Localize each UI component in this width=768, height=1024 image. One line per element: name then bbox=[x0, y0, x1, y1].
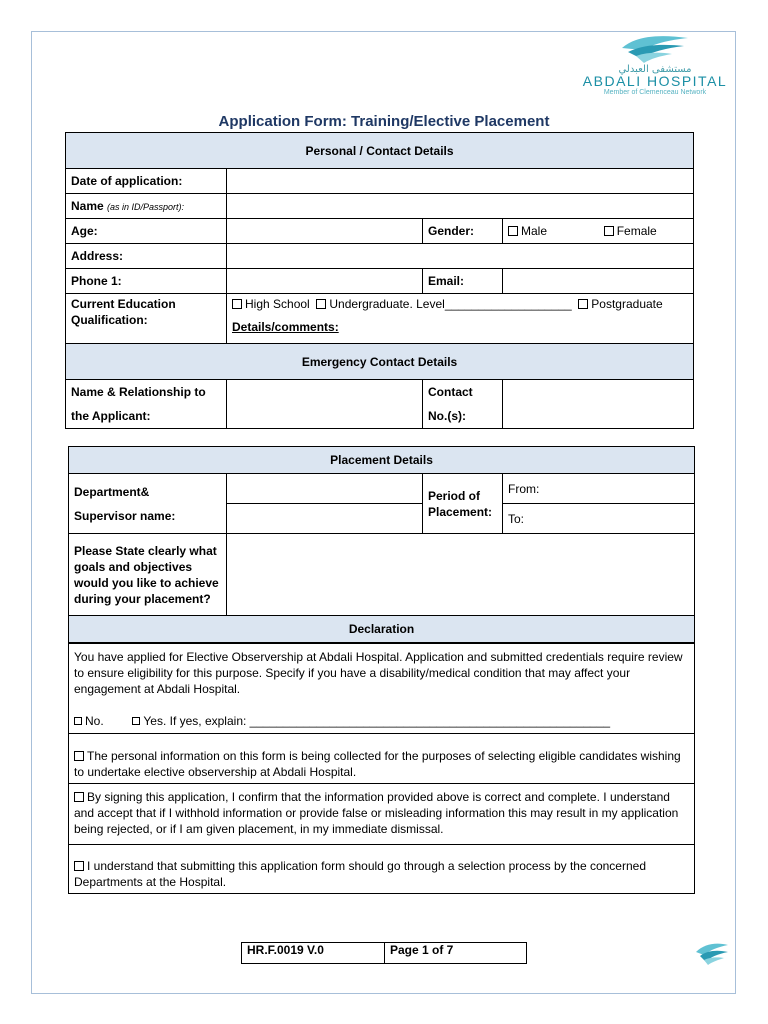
bird-logo-icon bbox=[618, 34, 690, 64]
declaration-intro-cell bbox=[69, 644, 695, 734]
no-label: No. bbox=[85, 714, 104, 728]
footer-code-box bbox=[241, 942, 527, 964]
date-of-application-field[interactable] bbox=[227, 169, 694, 194]
form-title: Application Form: Training/Elective Placement bbox=[218, 113, 550, 130]
personal-details-header: Personal / Contact Details bbox=[66, 133, 694, 169]
address-label: Address: bbox=[66, 244, 227, 269]
male-label: Male bbox=[521, 224, 548, 238]
yes-explain-line[interactable]: ______________________________________________________ bbox=[249, 714, 611, 728]
logo-name: ABDALI HOSPITAL bbox=[582, 73, 728, 89]
emergency-contact-label: Contact No.(s): bbox=[423, 380, 503, 429]
phone-field[interactable] bbox=[227, 269, 423, 294]
department-field[interactable] bbox=[227, 474, 423, 504]
undergraduate-level-line[interactable]: ___________________ bbox=[444, 297, 572, 311]
from-field[interactable] bbox=[503, 474, 695, 504]
emergency-name-field[interactable] bbox=[227, 380, 423, 429]
yes-label: Yes. If yes, explain: bbox=[143, 714, 247, 728]
female-checkbox[interactable] bbox=[604, 226, 614, 236]
education-options bbox=[227, 294, 694, 344]
details-comments-label: Details/comments: bbox=[232, 320, 339, 334]
address-field[interactable] bbox=[227, 244, 694, 269]
placement-details-header: Placement Details bbox=[69, 447, 695, 474]
declaration-intro: You have applied for Elective Observership at Abdali Hospital. Application and submitted credentials require review to ensure eligibility for this purpose. Specify if you have a disability/medical condition that may affect your engagement at Abdali Hospital. bbox=[74, 650, 683, 696]
declaration-table bbox=[68, 643, 695, 894]
goals-label: Please State clearly what goals and objectives would you like to achieve during your placement? bbox=[69, 534, 227, 616]
statement-3-checkbox[interactable] bbox=[74, 861, 84, 871]
placement-details-table bbox=[68, 446, 695, 643]
gender-options bbox=[503, 219, 694, 244]
statement-2-text: By signing this application, I confirm that the information provided above is correct and complete. I understand and accept that if I withhold information or provide false or misleading information this may result in my application being rejected, or if I am given placement, in my immediate dismissal. bbox=[74, 790, 679, 836]
statement-1-text: The personal information on this form is being collected for the purposes of selecting eligible candidates wishing to undertake elective observership at Abdali Hospital. bbox=[74, 749, 681, 779]
supervisor-field[interactable] bbox=[227, 504, 423, 534]
name-note: (as in ID/Passport): bbox=[107, 201, 185, 212]
period-label: Period of Placement: bbox=[423, 474, 503, 534]
postgraduate-label: Postgraduate bbox=[591, 297, 663, 311]
logo-tagline: Member of Clemenceau Network bbox=[603, 89, 707, 96]
undergraduate-label: Undergraduate. Level bbox=[329, 297, 445, 311]
postgraduate-checkbox[interactable] bbox=[578, 299, 588, 309]
to-field[interactable] bbox=[503, 504, 695, 534]
name-field[interactable] bbox=[227, 194, 694, 219]
page-number: Page 1 of 7 bbox=[385, 943, 527, 964]
high-school-label: High School bbox=[245, 297, 310, 311]
age-label: Age: bbox=[66, 219, 227, 244]
emergency-name-label: Name & Relationship to the Applicant: bbox=[66, 380, 227, 429]
high-school-checkbox[interactable] bbox=[232, 299, 242, 309]
statement-3-cell bbox=[69, 845, 695, 894]
name-label: Name (as in ID/Passport): bbox=[66, 194, 227, 219]
female-label: Female bbox=[616, 224, 657, 238]
declaration-header: Declaration bbox=[69, 616, 695, 643]
goals-field[interactable] bbox=[227, 534, 695, 616]
yes-checkbox[interactable] bbox=[132, 717, 140, 725]
no-checkbox[interactable] bbox=[74, 717, 82, 725]
statement-2-cell bbox=[69, 784, 695, 845]
logo-arabic-text: مستشفى العبدلي bbox=[618, 64, 692, 75]
male-checkbox[interactable] bbox=[508, 226, 518, 236]
date-of-application-label: Date of application: bbox=[66, 169, 227, 194]
education-label: Current Education Qualification: bbox=[66, 294, 227, 344]
statement-1-checkbox[interactable] bbox=[74, 751, 84, 761]
from-label: From: bbox=[508, 481, 540, 496]
statement-2-checkbox[interactable] bbox=[74, 792, 84, 802]
form-code: HR.F.0019 V.0 bbox=[242, 943, 385, 964]
to-label: To: bbox=[508, 511, 525, 526]
personal-details-table bbox=[65, 132, 694, 429]
email-field[interactable] bbox=[503, 269, 694, 294]
department-label: Department& Supervisor name: bbox=[69, 474, 227, 534]
age-field[interactable] bbox=[227, 219, 423, 244]
emergency-contact-header: Emergency Contact Details bbox=[66, 344, 694, 380]
footer-bird-icon bbox=[694, 942, 730, 966]
undergraduate-checkbox[interactable] bbox=[316, 299, 326, 309]
statement-1-cell bbox=[69, 734, 695, 784]
hospital-logo bbox=[574, 34, 736, 96]
statement-3-text: I understand that submitting this application form should go through a selection process by the concerned Departments at the Hospital. bbox=[74, 859, 647, 889]
emergency-contact-field[interactable] bbox=[503, 380, 694, 429]
phone-label: Phone 1: bbox=[66, 269, 227, 294]
gender-label: Gender: bbox=[423, 219, 503, 244]
email-label: Email: bbox=[423, 269, 503, 294]
